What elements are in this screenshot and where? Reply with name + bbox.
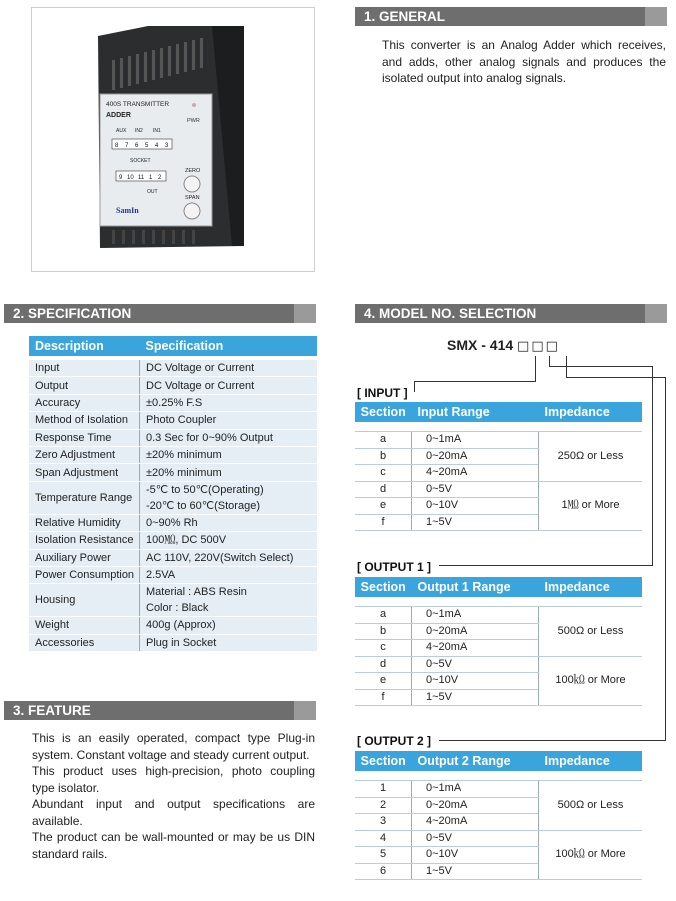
spec-value-line: Material : ABS Resin	[146, 586, 247, 599]
spec-desc: Auxiliary Power	[29, 549, 140, 566]
section-code: d	[355, 481, 412, 498]
output2-label: [ OUTPUT 2 ]	[357, 734, 431, 748]
product-photo	[31, 7, 315, 272]
feature-line: Abundant input and output specifications are available.	[32, 797, 315, 828]
section-code: b	[355, 448, 412, 465]
spec-value: Plug in Socket	[140, 634, 318, 651]
range-value: 0~20mA	[412, 797, 539, 814]
spec-value: 400g (Approx)	[140, 617, 318, 634]
impedance-value: 100㏀ or More	[539, 656, 643, 706]
spec-desc: Input	[29, 360, 140, 377]
spec-value: 0~90% Rh	[140, 514, 318, 531]
pin-2: 2	[158, 175, 162, 181]
range-value: 0~20mA	[412, 623, 539, 640]
table-row	[29, 514, 317, 531]
spec-value: 2.5VA	[140, 566, 318, 583]
table-row	[29, 617, 317, 634]
heading-accent	[645, 7, 667, 26]
pin-3: 3	[165, 143, 169, 149]
range-value: 0~20mA	[412, 448, 539, 465]
col-impedance: Impedance	[539, 402, 643, 422]
section-code: a	[355, 607, 412, 624]
section-code: b	[355, 623, 412, 640]
range-value: 1~5V	[412, 863, 539, 880]
pin-10: 10	[127, 175, 134, 181]
impedance-value: 1㏁ or More	[539, 481, 643, 531]
table-row	[29, 584, 317, 617]
range-value: 4~20mA	[412, 640, 539, 657]
table-row	[29, 566, 317, 583]
table-row	[355, 481, 642, 498]
out-label: OUT	[147, 189, 158, 195]
table-row	[29, 394, 317, 411]
section-code: 3	[355, 814, 412, 831]
feature-heading-text: 3. FEATURE	[13, 703, 91, 718]
output2-table	[355, 751, 642, 880]
col-range: Output 2 Range	[412, 751, 539, 771]
section-code: 6	[355, 863, 412, 880]
spec-col-specification: Specification	[140, 336, 318, 356]
connector-line	[566, 377, 666, 378]
section-code: d	[355, 656, 412, 673]
section-code: c	[355, 640, 412, 657]
output2-header-row	[355, 751, 642, 771]
general-heading	[355, 7, 667, 26]
feature-line: The product can be wall-mounted or may be us DIN standard rails.	[32, 830, 315, 861]
span-label: SPAN	[185, 195, 200, 201]
col-section: Section	[355, 402, 412, 422]
spec-value: ±20% minimum	[140, 464, 318, 481]
range-value: 0~5V	[412, 481, 539, 498]
section-code: 1	[355, 781, 412, 798]
output1-header-row	[355, 577, 642, 597]
feature-text	[32, 730, 315, 862]
panel-label-2: ADDER	[106, 112, 131, 119]
section-code: 4	[355, 830, 412, 847]
transmitter-illustration	[32, 8, 314, 271]
connector-line	[439, 565, 653, 566]
pwr-label: PWR	[187, 118, 200, 124]
impedance-value: 100㏀ or More	[539, 830, 643, 880]
heading-accent	[645, 304, 667, 323]
spec-desc: Housing	[29, 584, 140, 617]
input-header-row	[355, 402, 642, 422]
general-text: This converter is an Analog Adder which receives, and adds, other analog signals and produces the isolated output into analog signals.	[382, 38, 666, 85]
spec-value-line: -5℃ to 50℃(Operating)	[146, 483, 264, 496]
connector-line	[549, 366, 653, 367]
model-code-text: SMX - 414	[447, 337, 514, 353]
spec-value: DC Voltage or Current	[140, 377, 318, 394]
impedance-value: 500Ω or Less	[539, 607, 643, 657]
col-section: Section	[355, 577, 412, 597]
socket-label: SOCKET	[130, 158, 151, 164]
range-value: 0~10V	[412, 847, 539, 864]
section-code: f	[355, 514, 412, 531]
spec-value: 0.3 Sec for 0~90% Output	[140, 429, 318, 446]
section-code: 5	[355, 847, 412, 864]
spec-value: AC 110V, 220V(Switch Select)	[140, 549, 318, 566]
output1-table	[355, 577, 642, 706]
table-row	[29, 412, 317, 429]
range-value: 4~20mA	[412, 814, 539, 831]
connector-line	[414, 381, 415, 392]
model-code-boxes: □□□	[517, 339, 560, 354]
range-value: 0~5V	[412, 830, 539, 847]
connector-line	[535, 356, 536, 381]
input-label: [ INPUT ]	[357, 386, 408, 400]
connector-line	[414, 381, 536, 382]
spec-value: DC Voltage or Current	[140, 360, 318, 377]
range-value: 4~20mA	[412, 465, 539, 482]
spec-value-line: Color : Black	[146, 602, 209, 615]
spec-desc: Relative Humidity	[29, 514, 140, 531]
table-row	[29, 429, 317, 446]
table-row	[355, 607, 642, 624]
col-range: Output 1 Range	[412, 577, 539, 597]
in2-label: IN2	[135, 128, 143, 134]
pin-8: 8	[115, 143, 119, 149]
range-value: 0~5V	[412, 656, 539, 673]
spec-value-line: -20℃ to 60℃(Storage)	[146, 499, 260, 512]
general-heading-text: 1. GENERAL	[364, 9, 446, 24]
col-impedance: Impedance	[539, 577, 643, 597]
panel-label-1: 400S TRANSMITTER	[106, 101, 170, 108]
spec-value: 100㏁, DC 500V	[140, 532, 318, 549]
section-code: f	[355, 689, 412, 706]
spec-header-row	[29, 336, 317, 356]
col-range: Input Range	[412, 402, 539, 422]
section-code: a	[355, 432, 412, 449]
spec-desc: Method of Isolation	[29, 412, 140, 429]
connector-line	[439, 740, 666, 741]
section-code: e	[355, 498, 412, 515]
feature-line: This product uses high-precision, photo coupling type isolator.	[32, 764, 315, 795]
range-value: 0~1mA	[412, 607, 539, 624]
range-value: 0~10V	[412, 673, 539, 690]
spec-value	[140, 481, 318, 514]
in1-label: IN1	[153, 128, 161, 134]
aux-label: AUX	[116, 128, 127, 134]
brand-logo: SamIn	[116, 206, 139, 215]
spec-heading-text: 2. SPECIFICATION	[13, 306, 132, 321]
table-row	[29, 464, 317, 481]
spec-desc: Response Time	[29, 429, 140, 446]
spec-desc: Span Adjustment	[29, 464, 140, 481]
spec-value: ±0.25% F.S	[140, 394, 318, 411]
connector-line	[566, 356, 567, 378]
spec-value: Photo Coupler	[140, 412, 318, 429]
pin-4: 4	[155, 143, 159, 149]
table-row	[29, 532, 317, 549]
range-value: 0~1mA	[412, 432, 539, 449]
col-impedance: Impedance	[539, 751, 643, 771]
model-heading	[355, 304, 667, 323]
spec-table	[29, 336, 317, 652]
impedance-value: 250Ω or Less	[539, 432, 643, 482]
connector-line	[652, 366, 653, 566]
connector-line	[665, 377, 666, 741]
heading-accent	[294, 701, 316, 720]
table-row	[29, 634, 317, 651]
spec-desc: Zero Adjustment	[29, 446, 140, 463]
spec-desc: Output	[29, 377, 140, 394]
spec-desc: Weight	[29, 617, 140, 634]
spec-desc: Accessories	[29, 634, 140, 651]
impedance-value: 500Ω or Less	[539, 781, 643, 831]
pin-6: 6	[135, 143, 139, 149]
spec-desc: Power Consumption	[29, 566, 140, 583]
spec-desc: Isolation Resistance	[29, 532, 140, 549]
pin-11: 11	[138, 175, 145, 181]
range-value: 1~5V	[412, 514, 539, 531]
table-row	[355, 432, 642, 449]
table-row	[29, 360, 317, 377]
output1-label: [ OUTPUT 1 ]	[357, 560, 431, 574]
feature-heading	[4, 701, 316, 720]
section-code: 2	[355, 797, 412, 814]
table-row	[29, 377, 317, 394]
spec-desc: Temperature Range	[29, 481, 140, 514]
spec-desc: Accuracy	[29, 394, 140, 411]
col-section: Section	[355, 751, 412, 771]
section-code: e	[355, 673, 412, 690]
table-row	[29, 549, 317, 566]
table-row	[29, 446, 317, 463]
zero-label: ZERO	[185, 168, 201, 174]
model-heading-text: 4. MODEL NO. SELECTION	[364, 306, 537, 321]
heading-accent	[294, 304, 316, 323]
pin-5: 5	[145, 143, 149, 149]
spec-heading	[4, 304, 316, 323]
range-value: 1~5V	[412, 689, 539, 706]
spec-value: ±20% minimum	[140, 446, 318, 463]
section-code: c	[355, 465, 412, 482]
spec-value	[140, 584, 318, 617]
pin-1: 1	[149, 175, 153, 181]
table-row	[355, 656, 642, 673]
table-row	[29, 481, 317, 514]
feature-line: This is an easily operated, compact type Plug-in system. Constant voltage and steady current output.	[32, 731, 315, 762]
table-row	[355, 830, 642, 847]
spec-col-description: Description	[29, 336, 140, 356]
input-table	[355, 402, 642, 531]
pin-9: 9	[119, 175, 123, 181]
range-value: 0~1mA	[412, 781, 539, 798]
table-row	[355, 781, 642, 798]
range-value: 0~10V	[412, 498, 539, 515]
pin-7: 7	[125, 143, 129, 149]
model-code	[447, 337, 560, 354]
